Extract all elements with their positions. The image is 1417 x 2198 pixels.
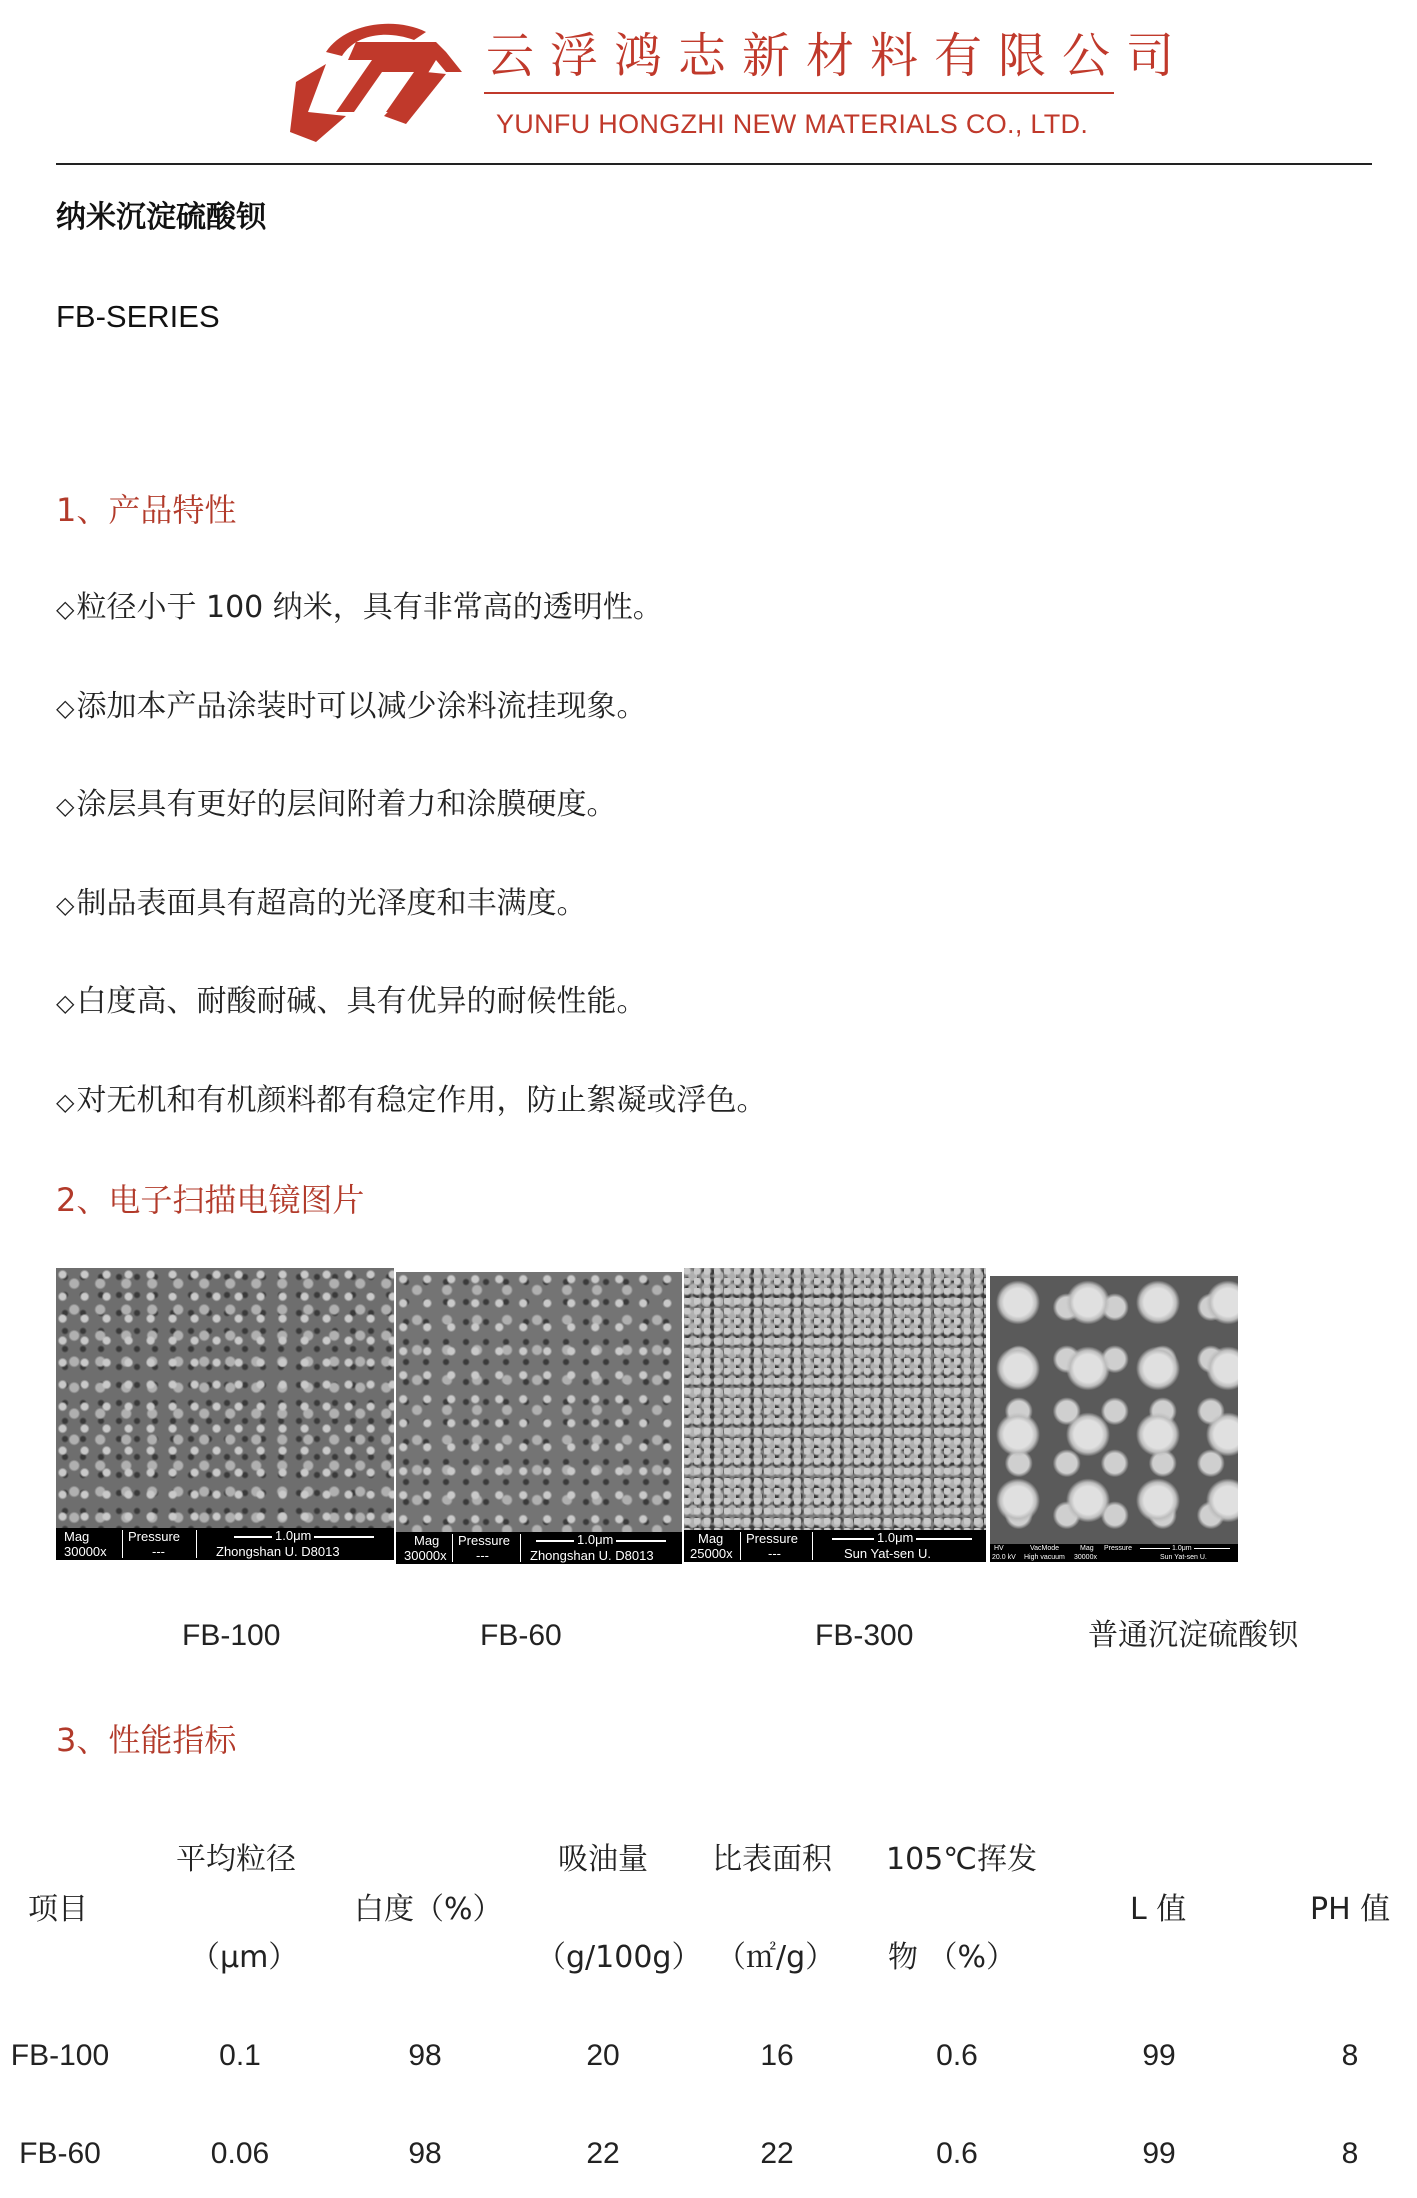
feature-text: 添加本产品涂装时可以减少涂料流挂现象。 bbox=[76, 689, 647, 724]
sem-caption: FB-100 bbox=[182, 1619, 281, 1652]
table-cell-ph: 8 bbox=[1341, 2039, 1359, 2072]
table-header-l-value: L 值 bbox=[1130, 1892, 1187, 1927]
sem-scale-label: 1.0μm bbox=[574, 1532, 616, 1547]
table-row bbox=[0, 2134, 1417, 2178]
table-cell-oil: 20 bbox=[586, 2039, 620, 2072]
sem-caption: FB-300 bbox=[815, 1619, 914, 1652]
section-heading-features: 1、产品特性 bbox=[56, 491, 237, 529]
sem-image-fb300 bbox=[684, 1268, 986, 1562]
table-cell-ph: 8 bbox=[1341, 2137, 1359, 2170]
sem-hv-value: 20.0 kV bbox=[992, 1554, 1016, 1561]
sem-mag-label: Mag bbox=[1080, 1545, 1094, 1552]
diamond-bullet-icon: ◇ bbox=[56, 595, 75, 623]
sem-info-bar bbox=[684, 1530, 986, 1562]
table-cell-item: FB-100 bbox=[10, 2039, 110, 2072]
diamond-bullet-icon: ◇ bbox=[56, 694, 75, 722]
table-cell-volatile: 0.6 bbox=[936, 2039, 978, 2072]
feature-text: 白度高、耐酸耐碱、具有优异的耐候性能。 bbox=[76, 984, 647, 1019]
sem-mag-value: 30000x bbox=[1074, 1554, 1097, 1561]
sem-pressure-label: Pressure bbox=[746, 1531, 799, 1546]
sem-mag-label: Mag bbox=[64, 1529, 90, 1544]
diamond-bullet-icon: ◇ bbox=[56, 989, 75, 1017]
sem-source: Zhongshan U. D8013 bbox=[216, 1544, 340, 1559]
feature-item bbox=[56, 588, 663, 629]
table-header-volatile-unit: 物 （%） bbox=[888, 1940, 1017, 1975]
table-header-oil-unit: （g/100g） bbox=[536, 1940, 702, 1975]
table-cell-size: 0.06 bbox=[210, 2137, 270, 2170]
company-name-en: YUNFU HONGZHI NEW MATERIALS CO., LTD. bbox=[496, 109, 1089, 139]
sem-mag-value: 30000x bbox=[404, 1548, 447, 1563]
company-logo bbox=[286, 12, 464, 154]
sem-info-bar bbox=[990, 1544, 1238, 1562]
table-cell-volatile: 0.6 bbox=[936, 2137, 978, 2170]
section-heading-specs: 3、性能指标 bbox=[56, 1721, 237, 1759]
sem-separator bbox=[520, 1534, 521, 1562]
sem-mag-label: Mag bbox=[414, 1533, 440, 1548]
table-header-size: 平均粒径 bbox=[176, 1842, 296, 1877]
sem-image-standard bbox=[990, 1276, 1238, 1562]
sem-separator bbox=[122, 1530, 123, 1558]
feature-text: 粒径小于 100 纳米，具有非常高的透明性。 bbox=[76, 590, 663, 625]
sem-separator bbox=[740, 1532, 741, 1560]
feature-item bbox=[56, 982, 646, 1023]
sem-pressure-value: --- bbox=[476, 1548, 489, 1563]
sem-pressure-value: --- bbox=[152, 1544, 165, 1559]
sem-separator bbox=[812, 1532, 813, 1560]
sem-source: Sun Yat-sen U. bbox=[1160, 1554, 1207, 1561]
company-name-divider bbox=[484, 92, 1114, 94]
company-logo-mark bbox=[286, 12, 464, 154]
sem-hv-label: HV bbox=[994, 1545, 1004, 1552]
sem-pressure-label: Pressure bbox=[458, 1533, 511, 1548]
table-header-oil: 吸油量 bbox=[558, 1842, 648, 1877]
sem-info-bar bbox=[396, 1532, 682, 1564]
sem-pressure-label: Pressure bbox=[128, 1529, 181, 1544]
table-cell-whiteness: 98 bbox=[408, 2039, 442, 2072]
table-header-ph: PH 值 bbox=[1310, 1892, 1391, 1927]
company-name-cn: 云浮鸿志新材料有限公司 bbox=[486, 28, 1191, 84]
table-cell-l-value: 99 bbox=[1142, 2039, 1176, 2072]
table-cell-size: 0.1 bbox=[219, 2039, 261, 2072]
sem-image-fb100 bbox=[56, 1268, 394, 1560]
sem-caption: 普通沉淀硫酸钡 bbox=[1088, 1619, 1298, 1652]
sem-vac-value: High vacuum bbox=[1024, 1554, 1065, 1561]
sem-info-bar bbox=[56, 1528, 394, 1560]
sem-source: Sun Yat-sen U. bbox=[844, 1546, 931, 1561]
table-cell-area: 22 bbox=[760, 2137, 794, 2170]
table-cell-whiteness: 98 bbox=[408, 2137, 442, 2170]
sem-scale-label: 1.0μm bbox=[1172, 1545, 1192, 1552]
sem-mag-label: Mag bbox=[698, 1531, 724, 1546]
section-heading-sem: 2、电子扫描电镜图片 bbox=[56, 1181, 365, 1219]
diamond-bullet-icon: ◇ bbox=[56, 891, 75, 919]
sem-separator bbox=[452, 1534, 453, 1562]
table-cell-item: FB-60 bbox=[19, 2137, 101, 2170]
sem-scale-label: 1.0μm bbox=[272, 1528, 314, 1543]
diamond-bullet-icon: ◇ bbox=[56, 1088, 75, 1116]
diamond-bullet-icon: ◇ bbox=[56, 792, 75, 820]
table-header-whiteness: 白度（%） bbox=[354, 1892, 503, 1927]
sem-scale-label: 1.0μm bbox=[874, 1530, 916, 1545]
table-header-item: 项目 bbox=[28, 1892, 88, 1927]
sem-mag-value: 25000x bbox=[690, 1546, 733, 1561]
table-header-size-unit: （μm） bbox=[190, 1940, 299, 1975]
table-header-area: 比表面积 bbox=[712, 1842, 832, 1877]
table-cell-l-value: 99 bbox=[1142, 2137, 1176, 2170]
header-divider bbox=[56, 163, 1372, 165]
table-row bbox=[0, 2036, 1417, 2080]
product-name: 纳米沉淀硫酸钡 bbox=[56, 200, 266, 235]
product-series: FB-SERIES bbox=[56, 299, 220, 334]
sem-separator bbox=[196, 1530, 197, 1558]
sem-pressure-value: --- bbox=[768, 1546, 781, 1561]
feature-item bbox=[56, 785, 616, 826]
table-header-volatile: 105℃挥发 bbox=[886, 1842, 1037, 1877]
table-header-area-unit: （㎡/g） bbox=[716, 1940, 836, 1975]
table-cell-oil: 22 bbox=[586, 2137, 620, 2170]
sem-pressure-label: Pressure bbox=[1104, 1545, 1133, 1552]
feature-text: 对无机和有机颜料都有稳定作用，防止絮凝或浮色。 bbox=[76, 1083, 767, 1118]
feature-item bbox=[56, 687, 646, 728]
feature-item bbox=[56, 1081, 766, 1122]
sem-mag-value: 30000x bbox=[64, 1544, 107, 1559]
sem-caption: FB-60 bbox=[480, 1619, 562, 1652]
sem-image-fb60 bbox=[396, 1272, 682, 1564]
feature-item bbox=[56, 884, 586, 925]
sem-source: Zhongshan U. D8013 bbox=[530, 1548, 654, 1563]
feature-text: 涂层具有更好的层间附着力和涂膜硬度。 bbox=[76, 787, 617, 822]
sem-vac-label: VacMode bbox=[1030, 1545, 1060, 1552]
table-cell-area: 16 bbox=[760, 2039, 794, 2072]
feature-text: 制品表面具有超高的光泽度和丰满度。 bbox=[76, 886, 587, 921]
